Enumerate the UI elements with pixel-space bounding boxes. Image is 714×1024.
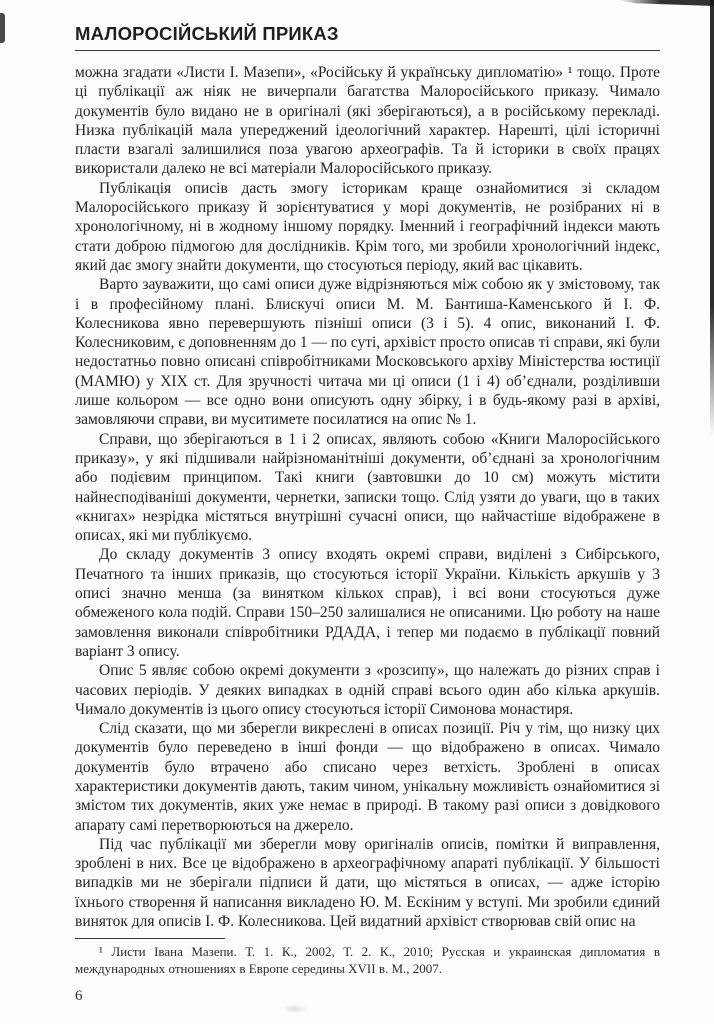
body-paragraph: Публікація описів дасть змогу історикам краще ознайомитися зі складом Малоросійського приказу й зорієнтуватися у морі документів, не розібраних ні в хронологічному, ні в жодному іншому порядку. Іменний і географічний індекси мають стати доброю підмогою для дослідників. Крім того, ми зробили хронологічний індекс, який дає змогу знайти документи, що стосуються періоду, який вас цікавить. bbox=[75, 179, 660, 274]
running-header-title: МАЛОРОСІЙСЬКИЙ ПРИКАЗ bbox=[75, 23, 339, 44]
page-content bbox=[75, 23, 660, 978]
body-paragraph: До складу документів 3 опису входять окремі справи, виділені з Сибірського, Печатного та інших приказів, що стосуються історії України. Кількість аркушів у 3 описі значно менша (за винятком кількох справ), і всі вони стосуються дуже обмеженого кола подій. Справи 150–250 залишалися не описаними. Цю роботу на наше замовлення виконали співробітники РДАДА, і тепер ми подаємо в публікації повний варіант 3 опису. bbox=[75, 546, 660, 660]
body-paragraph: Під час публікації ми зберегли мову оригіналів описів, помітки й виправлення, зроблені в них. Все це відображено в археографічному апараті публікації. У більшості випадків ми не зберігали підписи й дати, що містяться в описах, — адже історію їхнього створення й написання викладено Ю. М. Ескіним у вступі. Ми зробили єдиний виняток для описів І. Ф. Колесникова. Цей видатний архівіст створював свій опис на bbox=[75, 835, 660, 931]
scan-artifact-top-right bbox=[618, 0, 714, 6]
header-divider bbox=[75, 50, 660, 51]
body-paragraph: Слід сказати, що ми зберегли викреслені в описах позиції. Річ у тім, що низку цих документів було переведено в інші фонди — що відображено в описах. Чимало документів було втрачено або списано через ветхість. Зроблені в описах характеристики документів дають, таким чином, унікальну можливість ознайомитися зі змістом тих документів, яких уже немає в природі. В такому разі описи з довідкового апарату самі перетворюються на джерело. bbox=[75, 720, 660, 834]
body-text-block bbox=[75, 63, 660, 931]
body-paragraph: Опис 5 являє собою окремі документи з «розсипу», що належать до різних справ і часових періодів. У деяких випадках в одній справі всього один або кілька аркушів. Чимало документів із цього опису стосуються історії Симонова монастиря. bbox=[75, 662, 660, 718]
footnote: ¹ Листи Івана Мазепи. Т. 1. К., 2002, Т. 2. К., 2010; Русская и украинская дипломатия в международных отношениях в Европе середины XVII в. М., 2007. bbox=[75, 944, 660, 977]
body-paragraph: Справи, що зберігаються в 1 і 2 описах, являють собою «Книги Малоросійського приказу», у які підшивали найрізноманітніші документи, об’єднані за хронологічним або подієвим принципом. Такі книги (завтовшки до 10 см) можуть містити найнесподіваніші документи, чернетки, записки тощо. Слід узяти до уваги, що в таких «книгах» незрідка містяться внутрішні сучасні описи, що найчастіше відображене в описах, які ми публікуємо. bbox=[75, 430, 660, 545]
scan-artifact-smudge bbox=[282, 1004, 308, 1014]
scan-artifact-top-left bbox=[0, 13, 5, 43]
scan-artifact-right-edge bbox=[710, 0, 714, 436]
footnote-divider bbox=[75, 938, 225, 939]
page-number: 6 bbox=[75, 988, 83, 1004]
body-paragraph: можна згадати «Листи І. Мазепи», «Російську й українську дипломатію» ¹ тощо. Проте ці публікації аж ніяк не вичерпали багатства Малоросійського приказу. Чимало документів було видано не в оригіналі (які зберігаються), а в російському перекладі. Низка публікацій мала упереджений ідеологічний характер. Нарешті, цілі історичні пласти взагалі залишилися поза увагою археографів. Та й історики в своїх працях використали далеко не всі матеріали Малоросійського приказу. bbox=[75, 64, 660, 178]
body-paragraph: Варто зауважити, що самі описи дуже відрізняються між собою як у змістовому, так і в професійному плані. Блискучі описи М. М. Бантиша-Каменського й І. Ф. Колесникова явно перевершують пізніші описи (3 і 5). 4 опис, виконаний І. Ф. Колесниковим, є доповненням до 1 — по суті, архівіст просто описав ті справи, які були недостатньо повно описані співробітниками Московського архіву Міністерства юстиції (МАМЮ) у XIX ст. Для зручності читача ми ці описи (1 і 4) об’єднали, розділивши лише кольором — все одно вони описують одну збірку, і в будь-якому разі в архіві, замовляючи справи, ви муситимете посилатися на опис № 1. bbox=[75, 276, 660, 429]
